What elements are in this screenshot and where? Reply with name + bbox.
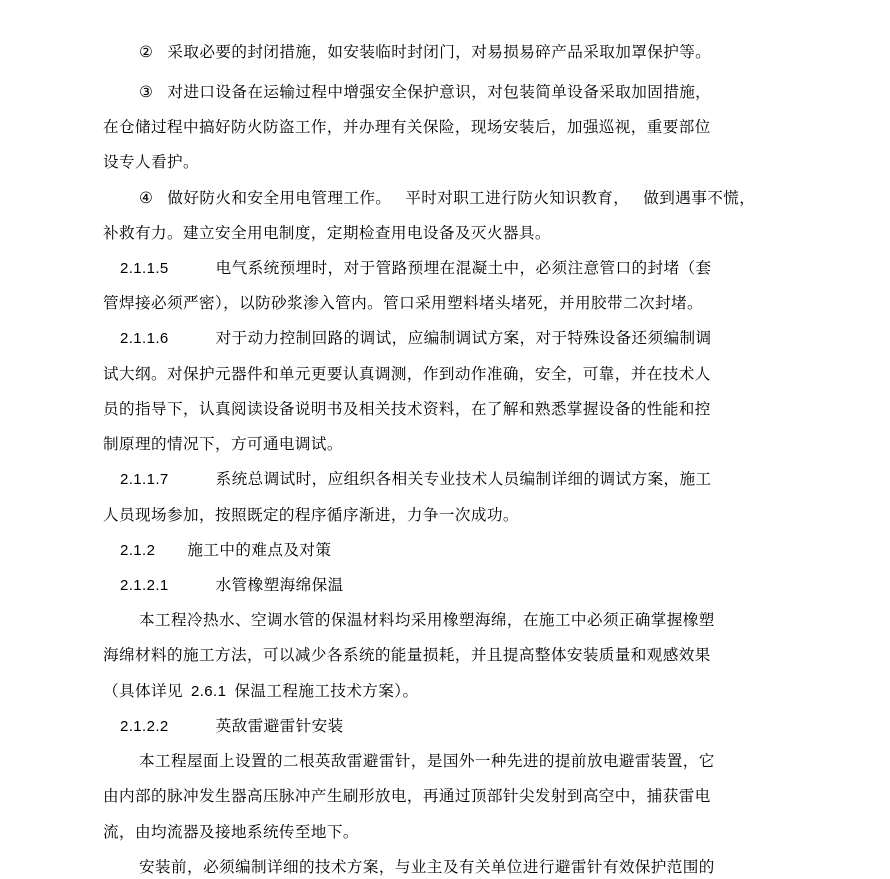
paragraph-text: 由内部的脉冲发生器高压脉冲产生刷形放电，再通过顶部针尖发射到高空中，捕获雷电	[103, 787, 711, 805]
section-heading	[120, 575, 344, 596]
list-marker: ②	[139, 43, 154, 61]
paragraph-line	[139, 188, 755, 208]
paragraph-line	[103, 645, 711, 665]
paragraph-line	[139, 610, 715, 630]
paragraph-text: 制原理的情况下，方可通电调试。	[103, 435, 343, 453]
paragraph-text: 本工程屋面上设置的二根英敌雷避雷针，是国外一种先进的提前放电避雷装置，它	[139, 752, 715, 770]
paragraph-text: 海绵材料的施工方法，可以减少各系统的能量损耗，并且提高整体安装质量和观感效果	[103, 646, 711, 664]
paragraph-text: 安装前，必须编制详细的技术方案，与业主及有关单位进行避雷针有效保护范围的	[139, 858, 715, 876]
section-heading	[120, 540, 331, 561]
paragraph-text: 试大纲。对保护元器件和单元更要认真调测，作到动作准确，安全，可靠，并在技术人	[103, 365, 711, 383]
section-number: 2.1.2.1	[120, 577, 169, 594]
paragraph-line	[139, 82, 711, 102]
list-marker: ④	[139, 189, 154, 207]
section-number: 2.1.1.7	[120, 471, 169, 488]
paragraph-line	[103, 505, 519, 525]
paragraph-line	[103, 822, 359, 842]
paragraph-line	[103, 117, 711, 137]
paragraph-text: 本工程冷热水、空调水管的保温材料均采用橡塑海绵，在施工中必须正确掌握橡塑	[139, 611, 715, 629]
paragraph-line	[103, 364, 711, 384]
section-number: 2.1.2.2	[120, 718, 169, 735]
paragraph-text: 管焊接必须严密），以防砂浆渗入管内。管口采用塑料堵头堵死，并用胶带二次封堵。	[103, 294, 703, 312]
paragraph-line	[103, 434, 343, 454]
list-marker: ③	[139, 83, 154, 101]
paragraph-line	[139, 857, 715, 877]
section-number: 2.1.2	[120, 542, 156, 559]
paragraph-text: 对于动力控制回路的调试，应编制调试方案，对于特殊设备还须编制调	[215, 329, 712, 347]
paragraph-text: 系统总调试时，应组织各相关专业技术人员编制详细的调试方案，施工	[215, 470, 712, 488]
paragraph-text: 设专人看护。	[103, 153, 199, 171]
paragraph-text: 人员现场参加，按照既定的程序循序渐进，力争一次成功。	[103, 506, 519, 524]
paragraph-line	[103, 152, 199, 172]
section-number: 2.1.1.6	[120, 330, 169, 347]
paragraph-line	[103, 399, 711, 419]
paragraph-line	[103, 681, 419, 702]
paragraph-text: 平时对职工进行防火知识教育，	[405, 189, 630, 207]
reference-number: 2.6.1	[190, 683, 227, 700]
paragraph-line	[103, 223, 551, 243]
paragraph-text: 对进口设备在运输过程中增强安全保护意识，对包装简单设备采取加固措施，	[167, 83, 712, 101]
paragraph-line	[139, 751, 715, 771]
paragraph-text: （具体详见	[103, 682, 183, 700]
paragraph-line	[103, 293, 703, 313]
paragraph-text: 采取必要的封闭措施，如安装临时封闭门，对易损易碎产品采取加罩保护等。	[167, 43, 712, 61]
paragraph-line	[139, 42, 711, 62]
section-line	[120, 258, 711, 279]
section-title: 水管橡塑海绵保温	[215, 576, 344, 594]
section-line	[120, 469, 711, 490]
paragraph-text: 在仓储过程中搞好防火防盗工作，并办理有关保险，现场安装后，加强巡视，重要部位	[103, 118, 711, 136]
section-title: 英敌雷避雷针安装	[215, 717, 344, 735]
section-title: 施工中的难点及对策	[187, 541, 332, 559]
paragraph-text: 做好防火和安全用电管理工作。	[167, 189, 392, 207]
section-line	[120, 328, 711, 349]
section-heading	[120, 716, 344, 737]
paragraph-text: 保温工程施工技术方案）。	[234, 682, 419, 700]
paragraph-line	[103, 786, 711, 806]
section-number: 2.1.1.5	[120, 260, 169, 277]
paragraph-text: 员的指导下，认真阅读设备说明书及相关技术资料，在了解和熟悉掌握设备的性能和控	[103, 400, 711, 418]
paragraph-text: 补救有力。建立安全用电制度，定期检查用电设备及灭火器具。	[103, 224, 551, 242]
paragraph-text: 电气系统预埋时，对于管路预埋在混凝土中，必须注意管口的封堵（套	[215, 259, 712, 277]
paragraph-text: 流，由均流器及接地系统传至地下。	[103, 823, 359, 841]
paragraph-text: 做到遇事不慌，	[643, 189, 756, 207]
